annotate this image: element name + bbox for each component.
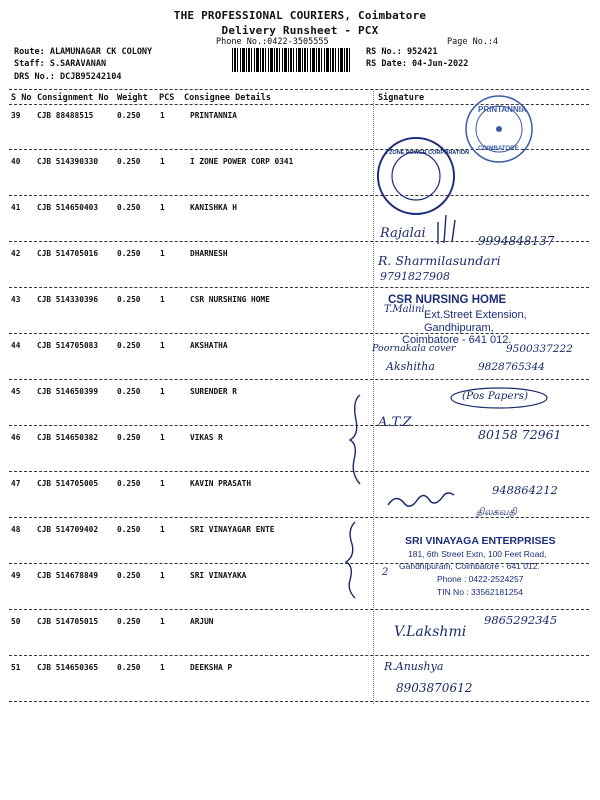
phone-row44: 9500337222 — [506, 343, 573, 355]
row-pcs: 1 — [160, 341, 165, 350]
row-pcs: 1 — [160, 203, 165, 212]
signature-row41: Rajalai — [380, 226, 426, 241]
row-weight: 0.250 — [117, 433, 141, 442]
izone-stamp-text: I ZONE POWER CORPORATION — [386, 150, 470, 156]
csr-stamp-addr2: Gandhipuram, — [424, 322, 494, 334]
csr-stamp-name: CSR NURSING HOME — [388, 294, 507, 306]
phone-row50: 9865292345 — [484, 613, 558, 627]
table-top-border — [9, 89, 589, 90]
row-consignment-no: CJB 514709402 — [37, 525, 99, 534]
row-separator — [9, 701, 589, 702]
vinayaga-stamp-addr1: 181, 6th Street Extn, 100 Feet Road, — [408, 549, 547, 559]
row-weight: 0.250 — [117, 663, 141, 672]
row-consignment-no: CJB 514705016 — [37, 249, 99, 258]
row-sno: 43 — [11, 295, 21, 304]
table-row — [0, 157, 600, 203]
vinayaga-stamp-phone: Phone : 0422-2524257 — [437, 574, 524, 584]
row-consignment-no: CJB 514705083 — [37, 341, 99, 350]
row-weight: 0.250 — [117, 295, 141, 304]
phone2-row44: 9828765344 — [478, 361, 545, 373]
signature-row51: R.Anushya — [384, 660, 444, 673]
runsheet-subtitle: Delivery Runsheet - PCX — [221, 24, 379, 37]
row-consignment-no: CJB 514650365 — [37, 663, 99, 672]
signature-row50: V.Lakshmi — [394, 624, 467, 640]
row-pcs: 1 — [160, 525, 165, 534]
row-consignment-no: CJB 514650382 — [37, 433, 99, 442]
row-weight: 0.250 — [117, 341, 141, 350]
row-consignee-details: CSR NURSHING HOME — [190, 295, 270, 304]
rs-date: RS Date: 04-Jun-2022 — [366, 59, 469, 69]
row-consignee-details: DEEKSHA P — [190, 663, 233, 672]
runsheet-title: THE PROFESSIONAL COURIERS, Coimbatore — [173, 9, 427, 22]
row-weight: 0.250 — [117, 387, 141, 396]
name-row42: R. Sharmilasundari — [378, 253, 501, 268]
row-consignment-no: CJB 514678849 — [37, 571, 99, 580]
row-consignee-details: I ZONE POWER CORP 0341 — [190, 157, 294, 166]
row-separator — [9, 195, 589, 196]
col-header-weight: Weight — [117, 93, 148, 103]
note-row45: (Pos Papers) — [462, 390, 529, 402]
row-sno: 44 — [11, 341, 21, 350]
printannia-stamp-city: COIMBATORE — [478, 146, 519, 152]
row-pcs: 1 — [160, 387, 165, 396]
row-weight: 0.250 — [117, 525, 141, 534]
signature-row43: T.Malini — [384, 304, 425, 315]
col-header-pcs: PCS — [159, 93, 175, 103]
row-consignee-details: PRINTANNIA — [190, 111, 237, 120]
phone-row51: 8903870612 — [396, 681, 473, 695]
phone-row47: 948864212 — [492, 483, 558, 497]
col-header-signature: Signature — [378, 93, 425, 103]
row-weight: 0.250 — [117, 249, 141, 258]
row-weight: 0.250 — [117, 157, 141, 166]
drs-number: DRS No.: DCJB95242104 — [14, 72, 122, 82]
page-number: Page No.:4 — [447, 37, 499, 47]
row-consignee-details: KANISHKA H — [190, 203, 237, 212]
row-consignment-no: CJB 514650403 — [37, 203, 99, 212]
row-consignee-details: KAVIN PRASATH — [190, 479, 252, 488]
row-pcs: 1 — [160, 111, 165, 120]
row-separator — [9, 425, 589, 426]
row-consignment-no: CJB 514330396 — [37, 295, 99, 304]
row-sno: 42 — [11, 249, 21, 258]
vinayaga-stamp-tin: TIN No : 33562181254 — [437, 587, 524, 597]
row-sno: 51 — [11, 663, 21, 672]
signature-row46: A.T.Z — [378, 415, 412, 430]
row-pcs: 1 — [160, 433, 165, 442]
staff-label: Staff: S.SARAVANAN — [14, 59, 107, 69]
vinayaga-stamp-name: SRI VINAYAGA ENTERPRISES — [405, 535, 556, 547]
row-pcs: 1 — [160, 295, 165, 304]
row-weight: 0.250 — [117, 617, 141, 626]
rs-number: RS No.: 952421 — [366, 47, 438, 57]
row-sno: 45 — [11, 387, 21, 396]
row-sno: 46 — [11, 433, 21, 442]
col-header-consignment: Consignment No — [37, 93, 109, 103]
row-separator — [9, 655, 589, 656]
col-header-sno: S No — [11, 93, 32, 103]
signature-row44: Akshitha — [386, 360, 435, 373]
col-header-details: Consignee Details — [184, 93, 271, 103]
row-sno: 48 — [11, 525, 21, 534]
row-sno: 47 — [11, 479, 21, 488]
row-consignment-no: CJB 514705015 — [37, 617, 99, 626]
row-pcs: 1 — [160, 571, 165, 580]
row-consignee-details: SURENDER R — [190, 387, 237, 396]
phone-number: Phone No.:0422-3505555 — [216, 37, 329, 47]
row-sno: 49 — [11, 571, 21, 580]
csr-stamp-addr3: Coimbatore - 641 012. — [402, 334, 512, 346]
row-consignee-details: DHARNESH — [190, 249, 228, 258]
row-pcs: 1 — [160, 663, 165, 672]
row-consignment-no: CJB 514705005 — [37, 479, 99, 488]
barcode-image — [232, 48, 350, 72]
row-consignee-details: AKSHATHA — [190, 341, 228, 350]
row-pcs: 1 — [160, 617, 165, 626]
row-weight: 0.250 — [117, 111, 141, 120]
row-sno: 41 — [11, 203, 21, 212]
row-consignee-details: ARJUN — [190, 617, 214, 626]
row-separator — [9, 471, 589, 472]
row-separator — [9, 379, 589, 380]
signature-row48: திலகவதி — [476, 507, 517, 518]
row-weight: 0.250 — [117, 479, 141, 488]
route-label: Route: ALAMUNAGAR CK COLONY — [14, 47, 153, 57]
row-sno: 39 — [11, 111, 21, 120]
phone-row41: 9994848137 — [478, 234, 555, 248]
row-pcs: 1 — [160, 479, 165, 488]
row-pcs: 1 — [160, 249, 165, 258]
row-sno: 50 — [11, 617, 21, 626]
table-row — [0, 249, 600, 295]
row-separator — [9, 609, 589, 610]
phone-row42: 9791827908 — [380, 270, 450, 283]
row-separator — [9, 287, 589, 288]
row-pcs: 1 — [160, 157, 165, 166]
phone-row46: 80158 72961 — [478, 427, 562, 442]
row-consignment-no: CJB 88488515 — [37, 111, 94, 120]
vinayaga-stamp-addr2: Gandhipuram, Coimbatore - 641 012. — [399, 561, 540, 571]
row-consignment-no: CJB 514390330 — [37, 157, 99, 166]
row-consignee-details: SRI VINAYAKA — [190, 571, 247, 580]
csr-stamp-addr1: Ext.Street Extension, — [424, 309, 527, 321]
table-row — [0, 663, 600, 709]
name-row44: Poornakala cover — [372, 343, 456, 354]
row-sno: 40 — [11, 157, 21, 166]
row-weight: 0.250 — [117, 203, 141, 212]
row-consignment-no: CJB 514650399 — [37, 387, 99, 396]
row-consignee-details: SRI VINAYAGAR ENTE — [190, 525, 275, 534]
row-weight: 0.250 — [117, 571, 141, 580]
mark-row49: 2 — [382, 567, 389, 578]
printannia-stamp-name: PRINTANNIA — [478, 105, 527, 114]
row-consignee-details: VIKAS R — [190, 433, 223, 442]
